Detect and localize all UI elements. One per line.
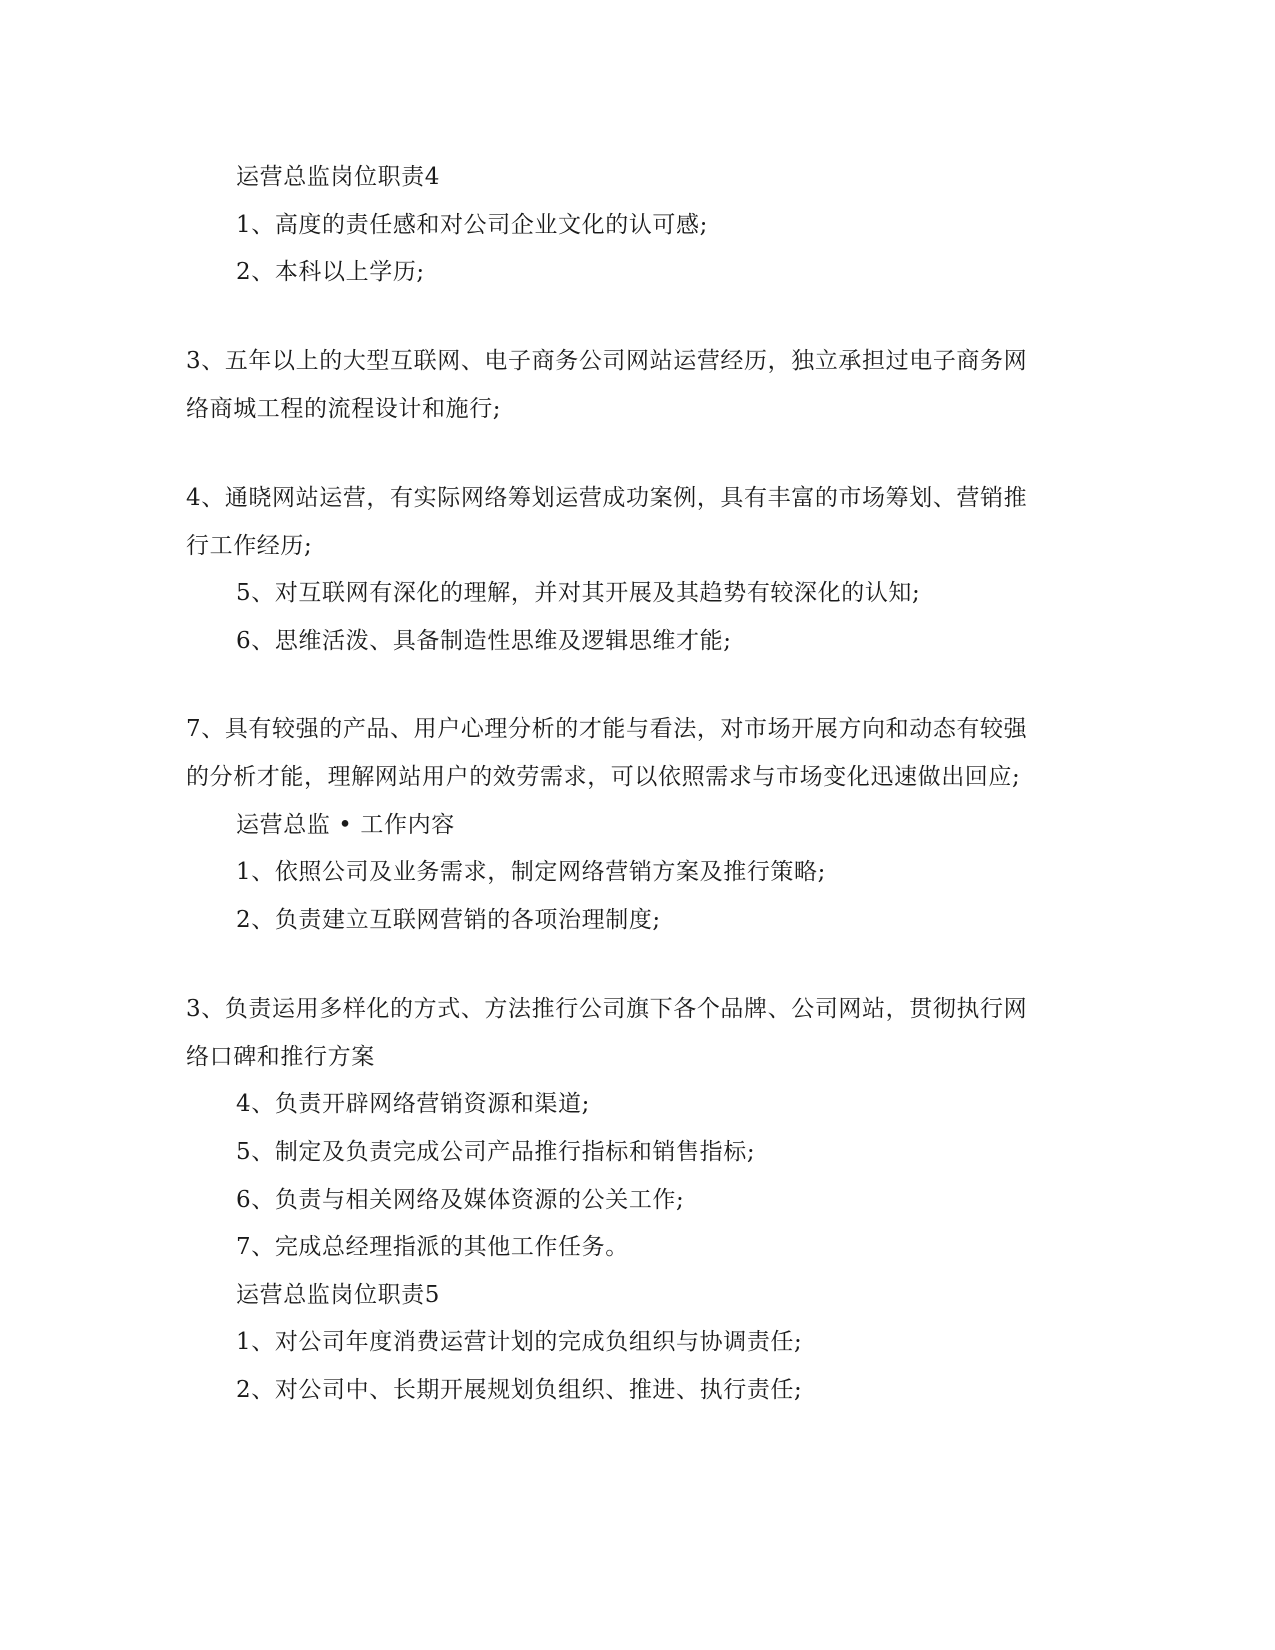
text-line: 7、具有较强的产品、用户心理分析的才能与看法，对市场开展方向和动态有较强 <box>186 716 1028 742</box>
text-line: 行工作经历; <box>186 533 313 559</box>
text-line: 2、本科以上学历; <box>236 259 425 285</box>
text-line: 络口碑和推行方案 <box>186 1044 375 1070</box>
text-line: 1、高度的责任感和对公司企业文化的认可感; <box>236 212 708 238</box>
text-line: 7、完成总经理指派的其他工作任务。 <box>236 1234 629 1260</box>
text-line: 5、对互联网有深化的理解，并对其开展及其趋势有较深化的认知; <box>236 580 921 606</box>
text-line: 络商城工程的流程设计和施行; <box>186 396 502 422</box>
text-line: 2、对公司中、长期开展规划负组织、推进、执行责任; <box>236 1377 803 1403</box>
text-line: 4、负责开辟网络营销资源和渠道; <box>236 1091 590 1117</box>
text-line: 6、负责与相关网络及媒体资源的公关工作; <box>236 1187 685 1213</box>
text-line: 4、通晓网站运营，有实际网络筹划运营成功案例，具有丰富的市场筹划、营销推 <box>186 485 1028 511</box>
text-line: 2、负责建立互联网营销的各项治理制度; <box>236 907 661 933</box>
text-line: 3、负责运用多样化的方式、方法推行公司旗下各个品牌、公司网站，贯彻执行网 <box>186 996 1028 1022</box>
section-title-5: 运营总监岗位职责5 <box>236 1282 441 1308</box>
text-line: 3、五年以上的大型互联网、电子商务公司网站运营经历，独立承担过电子商务网 <box>186 348 1028 374</box>
text-line: 的分析才能，理解网站用户的效劳需求，可以依照需求与市场变化迅速做出回应; <box>186 764 1021 790</box>
section-title-work: 运营总监 • 工作内容 <box>236 812 455 838</box>
text-line: 1、依照公司及业务需求，制定网络营销方案及推行策略; <box>236 859 826 885</box>
text-line: 1、对公司年度消费运营计划的完成负组织与协调责任; <box>236 1329 803 1355</box>
text-line: 6、思维活泼、具备制造性思维及逻辑思维才能; <box>236 628 732 654</box>
text-line: 5、制定及负责完成公司产品推行指标和销售指标; <box>236 1139 756 1165</box>
section-title-4: 运营总监岗位职责4 <box>236 164 441 190</box>
